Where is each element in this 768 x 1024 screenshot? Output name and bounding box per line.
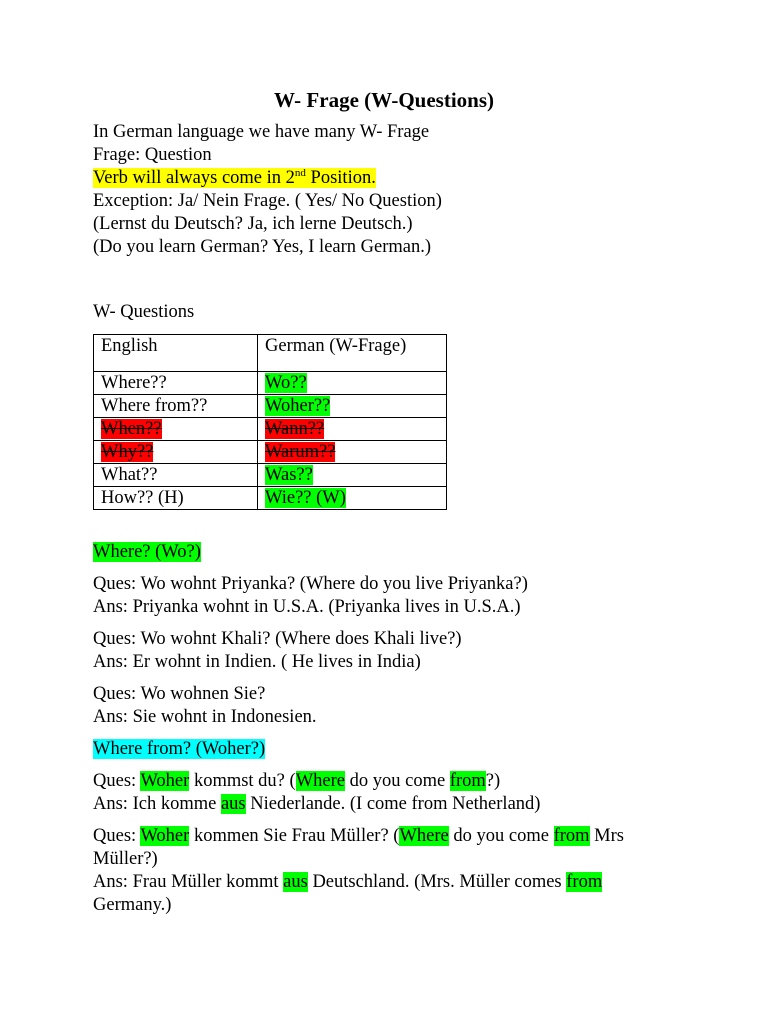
verb-rule-text-end: Position. (305, 168, 376, 188)
highlighted-word: Woher (140, 771, 190, 791)
text-segment: do you come (448, 826, 554, 846)
section-where-heading-text: Where? (Wo?) (93, 542, 201, 562)
english-word-struck: Why?? (101, 442, 154, 462)
table-cell-german (258, 441, 447, 464)
verb-rule-superscript: nd (294, 166, 306, 179)
table-cell-german (258, 464, 447, 487)
question-line (93, 770, 693, 793)
highlighted-word: Woher (140, 826, 190, 846)
intro-line-5: (Lernst du Deutsch? Ja, ich lerne Deutsch.) (93, 214, 413, 234)
qa-block (93, 628, 693, 674)
answer-line: Ans: Sie wohnt in Indonesien. (93, 707, 317, 727)
intro-line-6: (Do you learn German? Yes, I learn German.) (93, 237, 432, 257)
qa-block (93, 683, 693, 729)
table-row (94, 372, 447, 395)
highlighted-word: from (553, 826, 590, 846)
section-where-heading (93, 541, 693, 564)
highlighted-word: Where (295, 771, 345, 791)
answer-line: Ans: Priyanka wohnt in U.S.A. (Priyanka lives in U.S.A.) (93, 597, 521, 617)
question-line (93, 825, 663, 871)
highlighted-word: from (449, 771, 486, 791)
german-word: Woher?? (265, 396, 331, 416)
table-row (94, 418, 447, 441)
w-questions-table (93, 334, 447, 510)
answer-line (93, 793, 693, 816)
english-word-struck: When?? (101, 419, 162, 439)
table-row (94, 395, 447, 418)
text-segment: Mrs Müller?) (93, 826, 624, 869)
highlighted-word: from (566, 872, 603, 892)
text-segment: Germany.) (93, 895, 172, 915)
table-header-english: English (94, 335, 258, 372)
highlighted-word: aus (283, 872, 308, 892)
table-row (94, 441, 447, 464)
table-cell-english (94, 441, 258, 464)
english-word: How?? (H) (101, 488, 184, 508)
highlighted-word: Where (399, 826, 449, 846)
text-segment: Deutschland. (Mrs. Müller comes (307, 872, 567, 892)
section-wherefrom-heading-text: Where from? (Woher?) (93, 739, 266, 759)
verb-rule-highlight (93, 168, 376, 188)
question-line: Ques: Wo wohnt Priyanka? (Where do you live Priyanka?) (93, 574, 528, 594)
page-title: W- Frage (W-Questions) (273, 88, 495, 112)
table-cell-english (94, 372, 258, 395)
qa-block (93, 770, 693, 816)
text-segment: Ans: Ich komme (93, 794, 221, 814)
text-segment: Ans: Frau Müller kommt (93, 872, 284, 892)
qa-block (93, 825, 693, 917)
table-cell-german (258, 372, 447, 395)
german-word-struck: Warum?? (265, 442, 336, 462)
table-cell-english (94, 464, 258, 487)
english-word: Where from?? (101, 396, 208, 416)
qa-block (93, 573, 693, 619)
spacer (93, 259, 693, 301)
german-word: Wo?? (265, 373, 307, 393)
table-header-german: German (W-Frage) (258, 335, 447, 372)
english-word: Where?? (101, 373, 167, 393)
table-cell-english (94, 395, 258, 418)
answer-line (93, 871, 663, 917)
table-cell-german (258, 418, 447, 441)
question-line: Ques: Wo wohnt Khali? (Where does Khali live?) (93, 629, 462, 649)
text-segment: Ques: (93, 826, 141, 846)
text-segment: kommen Sie Frau Müller? ( (189, 826, 400, 846)
table-cell-german (258, 487, 447, 510)
table-cell-english (94, 487, 258, 510)
text-segment: do you come (344, 771, 450, 791)
table-cell-english (94, 418, 258, 441)
document-page (93, 86, 693, 917)
table-row (94, 464, 447, 487)
text-segment: Ques: (93, 771, 141, 791)
english-word: What?? (101, 465, 158, 485)
intro-line-4: Exception: Ja/ Nein Frage. ( Yes/ No Question) (93, 191, 442, 211)
section-wherefrom-heading (93, 738, 693, 761)
highlighted-word: aus (220, 794, 246, 814)
table-header-row (94, 335, 447, 372)
text-segment: Niederlande. (I come from Netherland) (245, 794, 541, 814)
spacer (93, 510, 693, 541)
intro-verb-rule (93, 167, 693, 190)
verb-rule-text: Verb will always come in 2 (93, 168, 295, 188)
table-row (94, 487, 447, 510)
question-line: Ques: Wo wohnen Sie? (93, 684, 266, 704)
german-word-struck: Wann?? (265, 419, 325, 439)
german-word: Was?? (265, 465, 313, 485)
intro-line-2: Frage: Question (93, 145, 212, 165)
table-cell-german (258, 395, 447, 418)
german-word: Wie?? (W) (265, 488, 346, 508)
intro-line-1: In German language we have many W- Frage (93, 122, 430, 142)
answer-line: Ans: Er wohnt in Indien. ( He lives in India) (93, 652, 421, 672)
text-segment: kommst du? ( (189, 771, 296, 791)
w-questions-heading: W- Questions (93, 302, 195, 322)
text-segment: ?) (485, 771, 501, 791)
